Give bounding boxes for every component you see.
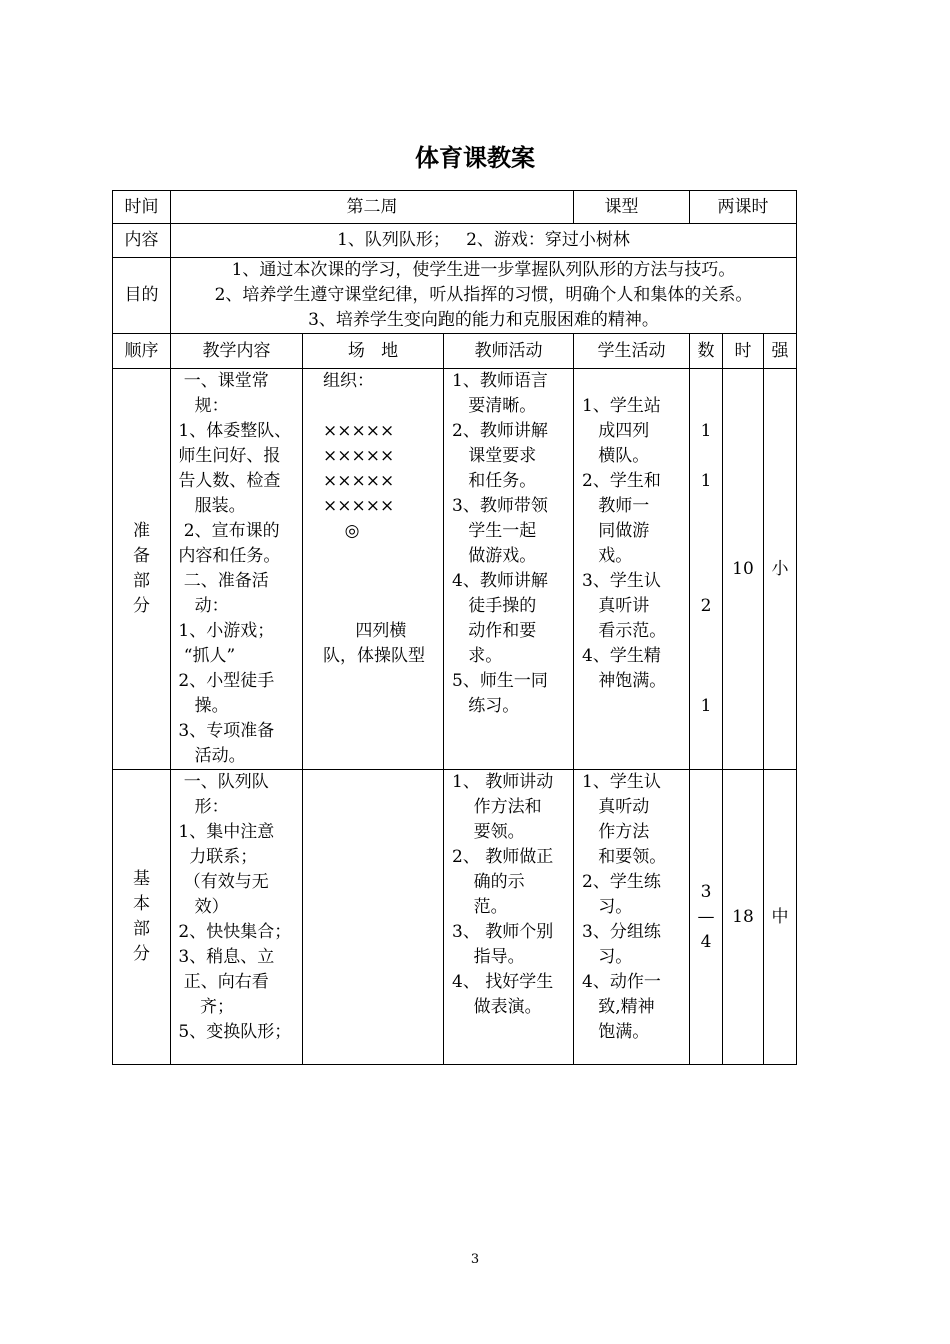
column-header-row (113, 334, 797, 369)
time-row (113, 191, 797, 224)
col-content: 教学内容 (171, 334, 303, 369)
col-teacher: 教师活动 (444, 334, 574, 369)
section-teacher: 1、 教师讲动 作方法和 要领。 2、 教师做正 确的示 范。 3、 教师个别 指导。 4、 找好学生 做表演。 (444, 770, 574, 1065)
col-venue: 场 地 (303, 334, 444, 369)
section-content: 一、课堂常 规： 1、体委整队、 师生问好、报 告人数、检查 服装。 2、宣布课的 内容和任务。 二、准备活 动： 1、小游戏； “抓人” 2、小型徒手 操。 3、专项准备 活动。 (171, 369, 303, 770)
goal-row (113, 258, 797, 334)
content-value: 1、队列队形； 2、游戏：穿过小树林 (171, 224, 797, 258)
col-order: 顺序 (113, 334, 171, 369)
col-count: 数 (690, 334, 723, 369)
section-venue (303, 770, 444, 1065)
section-time: 18 (723, 770, 764, 1065)
type-value: 两课时 (690, 191, 797, 224)
goal-item: 1、通过本次课的学习，使学生进一步掌握队列队形的方法与技巧。 (231, 260, 736, 280)
section-count: 1 1 2 1 (690, 369, 723, 770)
col-time: 时 (723, 334, 764, 369)
page-title: 体育课教案 (415, 144, 535, 172)
section-row-prep (113, 369, 797, 770)
section-content: 一、队列队 形： 1、集中注意 力联系； （有效与无 效） 2、快快集合； 3、稍息、立 正、向右看 齐； 5、变换队形； (171, 770, 303, 1065)
goal-label: 目的 (113, 258, 171, 334)
goal-list (171, 258, 797, 334)
section-count: 3 — 4 (690, 770, 723, 1065)
time-value: 第二周 (171, 191, 574, 224)
section-teacher: 1、教师语言 要清晰。 2、教师讲解 课堂要求 和任务。 3、教师带领 学生一起 做游戏。 4、教师讲解 徒手操的 动作和要 求。 5、师生一同 练习。 (444, 369, 574, 770)
section-student: 1、学生认 真听动 作方法 和要领。 2、学生练 习。 3、分组练 习。 4、动作一 致,精神 饱满。 (574, 770, 690, 1065)
section-intensity: 小 (764, 369, 797, 770)
content-row (113, 224, 797, 258)
section-row-main (113, 770, 797, 1065)
goal-item: 3、培养学生变向跑的能力和克服困难的精神。 (308, 310, 659, 330)
type-label: 课型 (574, 191, 690, 224)
col-student: 学生活动 (574, 334, 690, 369)
section-time: 10 (723, 369, 764, 770)
col-intensity: 强 (764, 334, 797, 369)
page-number: 3 (470, 1252, 480, 1267)
goal-item: 2、培养学生遵守课堂纪律，听从指挥的习惯，明确个人和集体的关系。 (214, 285, 753, 305)
section-student: 1、学生站 成四列 横队。 2、学生和 教师一 同做游 戏。 3、学生认 真听讲 看示范。 4、学生精 神饱满。 (574, 369, 690, 770)
section-name: 基 本 部 分 (113, 770, 171, 1065)
content-label: 内容 (113, 224, 171, 258)
lesson-plan-table (112, 190, 797, 1065)
section-name: 准 备 部 分 (113, 369, 171, 770)
section-intensity: 中 (764, 770, 797, 1065)
time-label: 时间 (113, 191, 171, 224)
section-venue: 组织： ××××× ××××× ××××× ××××× ◎ 四列横 队，体操队型 (303, 369, 444, 770)
